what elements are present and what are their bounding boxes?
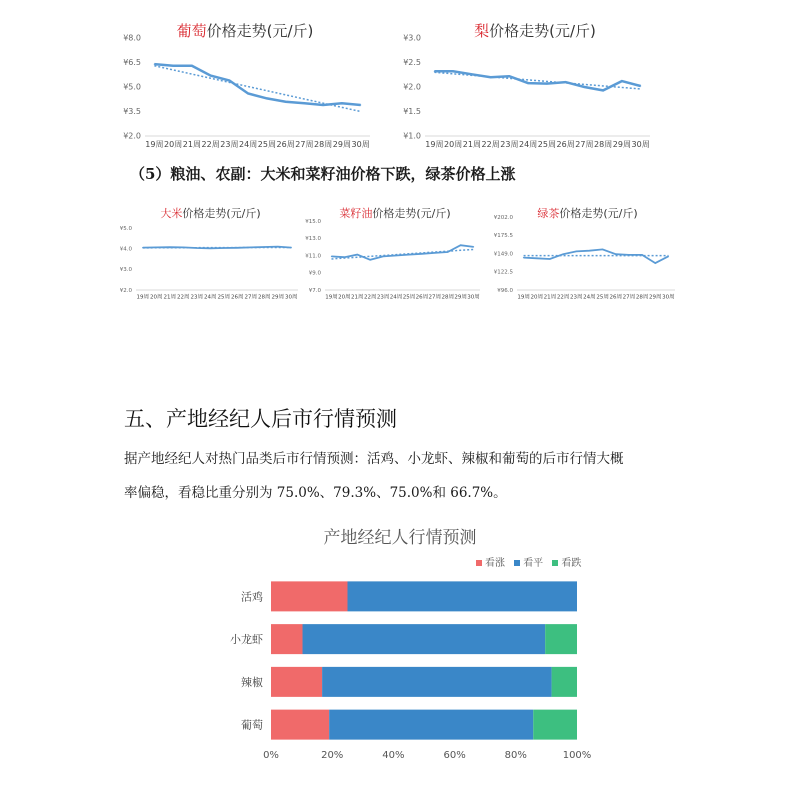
forecast-x-tick-label: 40%: [382, 750, 405, 761]
rice-data-point: [277, 246, 278, 247]
green-tea-x-tick-label: 25周: [596, 294, 609, 301]
green-tea-x-tick-label: 24周: [583, 294, 596, 301]
rapeseed-oil-data-point: [357, 254, 358, 255]
rice-title-highlight: 大米: [160, 207, 183, 220]
forecast-category-label: 辣椒: [241, 675, 263, 689]
rapeseed-oil-data-point: [421, 253, 422, 254]
pear-x-tick-label: 30周: [631, 140, 650, 149]
grape-x-tick-label: 22周: [201, 140, 220, 149]
rapeseed-oil-y-tick-label: ¥15.0: [305, 218, 321, 225]
rapeseed-oil-x-tick-label: 29周: [454, 294, 467, 301]
green-tea-y-tick-label: ¥149.0: [493, 251, 513, 258]
grape-data-point: [248, 93, 249, 94]
rice-x-tick-label: 22周: [177, 294, 190, 301]
rapeseed-oil-y-tick-label: ¥9.0: [308, 270, 321, 277]
rice-y-tick-label: ¥2.0: [119, 287, 132, 294]
pear-x-tick-label: 26周: [556, 140, 575, 149]
green-tea-y-tick-label: ¥202.0: [493, 214, 513, 221]
pear-y-tick-label: ¥1.5: [403, 107, 421, 117]
rice-data-point: [250, 247, 251, 248]
green-tea-title-rest: 价格走势(元/斤): [559, 207, 638, 220]
grape-y-tick-label: ¥6.5: [123, 58, 141, 68]
pear-data-point: [490, 77, 491, 78]
pear-x-tick-label: 25周: [537, 140, 556, 149]
green-tea-data-point: [523, 257, 524, 258]
rice-data-point: [210, 248, 211, 249]
grape-x-tick-label: 25周: [257, 140, 276, 149]
green-tea-x-tick-label: 28周: [635, 294, 649, 301]
green-tea-x-tick-label: 19周: [517, 294, 530, 301]
rapeseed-oil-x-tick-label: 20周: [338, 294, 351, 301]
grape-y-tick-label: ¥8.0: [123, 33, 141, 43]
pear-data-point: [546, 83, 547, 84]
legend-fall-label: 看跌: [561, 558, 582, 569]
grape-chart-title: [110, 20, 380, 41]
rapeseed-oil-x-tick-label: 26周: [415, 294, 429, 301]
rice-series-line: [143, 247, 291, 249]
green-tea-x-tick-label: 23周: [570, 294, 583, 301]
pear-y-tick-label: ¥3.0: [403, 33, 421, 43]
grape-x-tick-label: 26周: [276, 140, 295, 149]
green-tea-data-point: [615, 254, 616, 255]
green-tea-chart-title: [495, 205, 680, 221]
grape-x-tick-label: 29周: [332, 140, 351, 149]
rice-x-tick-label: 30周: [285, 294, 298, 301]
rapeseed-oil-data-point: [473, 246, 474, 247]
pear-x-tick-label: 20周: [444, 140, 463, 149]
pear-y-tick-label: ¥1.0: [403, 131, 421, 141]
rapeseed-oil-data-point: [434, 252, 435, 253]
green-tea-data-point: [589, 250, 590, 251]
grape-data-point: [191, 65, 192, 66]
rapeseed-oil-x-tick-label: 25周: [402, 294, 416, 301]
rice-x-tick-label: 24周: [204, 294, 217, 301]
legend-flat-swatch: [514, 560, 520, 566]
green-tea-x-tick-label: 20周: [530, 294, 543, 301]
rice-price-chart: [118, 205, 303, 310]
legend-fall-swatch: [552, 560, 558, 566]
pear-title-highlight: 梨: [474, 22, 490, 40]
rapeseed-oil-x-tick-label: 22周: [363, 294, 377, 301]
pear-data-point: [621, 81, 622, 82]
forecast-x-tick-label: 100%: [562, 750, 592, 761]
pear-data-point: [565, 82, 566, 83]
rice-x-tick-label: 19周: [136, 294, 149, 301]
pear-data-point: [640, 85, 641, 86]
pear-x-tick-label: 22周: [481, 140, 500, 149]
green-tea-x-tick-label: 22周: [556, 294, 570, 301]
green-tea-data-point: [562, 254, 563, 255]
grape-price-chart: [110, 18, 380, 158]
green-tea-x-tick-label: 29周: [649, 294, 662, 301]
grape-y-tick-label: ¥2.0: [123, 131, 141, 141]
legend-rise-swatch: [476, 560, 482, 566]
pear-price-chart: [400, 18, 670, 158]
pear-chart-title: [400, 20, 670, 41]
paragraph-line-1: 据产地经纪人对热门品类后市行情预测：活鸡、小龙虾、辣椒和葡萄的后市行情大概: [124, 451, 624, 467]
green-tea-data-point: [641, 254, 642, 255]
rapeseed-oil-y-tick-label: ¥7.0: [308, 287, 321, 294]
forecast-x-tick-label: 80%: [504, 750, 527, 761]
rice-data-point: [196, 247, 197, 248]
green-tea-x-tick-label: 21周: [543, 294, 557, 301]
rapeseed-oil-y-tick-label: ¥13.0: [305, 236, 321, 243]
grape-x-tick-label: 24周: [239, 140, 258, 149]
pear-data-point: [528, 82, 529, 83]
grape-y-tick-label: ¥5.0: [123, 82, 141, 92]
rapeseed-oil-x-tick-label: 30周: [467, 294, 480, 301]
rice-data-point: [223, 247, 224, 248]
pear-x-tick-label: 29周: [612, 140, 631, 149]
legend-rise-label: 看涨: [485, 558, 505, 569]
grape-x-tick-label: 21周: [182, 140, 201, 149]
rapeseed-oil-data-point: [408, 254, 409, 255]
grape-x-tick-label: 19周: [145, 140, 164, 149]
rice-chart-title: [118, 205, 303, 221]
rapeseed-oil-x-tick-label: 24周: [389, 294, 403, 301]
pear-data-point: [471, 74, 472, 75]
pear-data-point: [434, 71, 435, 72]
grape-data-point: [341, 103, 342, 104]
green-tea-price-chart: [495, 205, 680, 310]
grape-data-point: [229, 80, 230, 81]
grape-data-point: [360, 104, 361, 105]
rice-x-tick-label: 27周: [244, 294, 257, 301]
green-tea-x-tick-label: 30周: [662, 294, 675, 301]
rapeseed-oil-chart-title: [305, 205, 485, 221]
rapeseed-oil-x-tick-label: 21周: [351, 294, 364, 301]
grape-series-line: [154, 64, 360, 105]
rice-x-tick-label: 23周: [190, 294, 203, 301]
rapeseed-oil-data-point: [447, 251, 448, 252]
rapeseed-oil-title-rest: 价格走势(元/斤): [372, 207, 451, 220]
rice-data-point: [183, 247, 184, 248]
section-subheading: （5）粮油、农副：大米和菜籽油价格下跌，绿茶价格上涨: [130, 165, 516, 183]
rice-x-tick-label: 20周: [150, 294, 163, 301]
rice-y-tick-label: ¥3.0: [119, 267, 132, 274]
green-tea-data-point: [602, 249, 603, 250]
paragraph-line-2: 率偏稳，看稳比重分别为 75.0%、79.3%、75.0%和 66.7%。: [124, 485, 507, 501]
grape-data-point: [173, 65, 174, 66]
pear-series-line: [434, 71, 640, 90]
rice-x-tick-label: 21周: [163, 294, 176, 301]
green-tea-x-tick-label: 26周: [609, 294, 622, 301]
green-tea-y-tick-label: ¥175.5: [493, 233, 513, 240]
rapeseed-oil-y-tick-label: ¥11.0: [305, 253, 321, 260]
rice-x-tick-label: 29周: [271, 294, 284, 301]
pear-x-tick-label: 19周: [425, 140, 444, 149]
green-tea-x-tick-label: 27周: [622, 294, 636, 301]
forecast-x-tick-label: 60%: [443, 750, 466, 761]
green-tea-y-tick-label: ¥122.5: [493, 269, 513, 276]
rapeseed-oil-data-point: [331, 256, 332, 257]
rapeseed-oil-data-point: [460, 245, 461, 246]
rice-data-point: [291, 247, 292, 248]
pear-x-tick-label: 23周: [500, 140, 519, 149]
forecast-category-label: 葡萄: [241, 718, 263, 732]
pear-data-point: [603, 90, 604, 91]
rice-data-point: [156, 247, 157, 248]
rapeseed-oil-title-highlight: 菜籽油: [339, 207, 373, 220]
pear-data-point: [453, 71, 454, 72]
pear-data-point: [509, 76, 510, 77]
rapeseed-oil-x-tick-label: 19周: [325, 294, 338, 301]
rice-data-point: [264, 246, 265, 247]
grape-data-point: [285, 101, 286, 102]
grape-x-tick-label: 28周: [314, 140, 333, 149]
green-tea-data-point: [628, 254, 629, 255]
green-tea-data-point: [549, 258, 550, 259]
rice-y-tick-label: ¥5.0: [119, 225, 132, 232]
rice-x-tick-label: 28周: [258, 294, 271, 301]
rice-title-rest: 价格走势(元/斤): [182, 207, 261, 220]
grape-x-tick-label: 30周: [351, 140, 370, 149]
pear-title-rest: 价格走势(元/斤): [489, 22, 596, 40]
section-title: 五、产地经纪人后市行情预测: [124, 407, 397, 431]
pear-x-tick-label: 28周: [594, 140, 613, 149]
forecast-chart-title: 产地经纪人行情预测: [323, 528, 477, 548]
rice-y-tick-label: ¥4.0: [119, 246, 132, 253]
green-tea-title-highlight: 绿茶: [537, 207, 560, 220]
rapeseed-oil-data-point: [344, 257, 345, 258]
grape-data-point: [266, 98, 267, 99]
grape-data-point: [210, 75, 211, 76]
rice-data-point: [237, 247, 238, 248]
rapeseed-oil-data-point: [395, 255, 396, 256]
rapeseed-oil-data-point: [370, 259, 371, 260]
grape-data-point: [304, 103, 305, 104]
green-tea-y-tick-label: ¥96.0: [497, 287, 513, 294]
pear-data-point: [584, 86, 585, 87]
forecast-category-label: 小龙虾: [230, 633, 263, 647]
rice-x-tick-label: 26周: [231, 294, 244, 301]
green-tea-data-point: [536, 258, 537, 259]
legend-flat-label: 看平: [523, 558, 544, 569]
green-tea-data-point: [668, 256, 669, 257]
grape-x-tick-label: 20周: [164, 140, 183, 149]
pear-y-tick-label: ¥2.5: [403, 58, 421, 68]
green-tea-data-point: [576, 251, 577, 252]
forecast-x-tick-label: 0%: [263, 750, 279, 761]
rapeseed-oil-x-tick-label: 23周: [376, 294, 390, 301]
pear-x-tick-label: 21周: [462, 140, 481, 149]
grape-y-tick-label: ¥3.5: [123, 107, 141, 117]
grape-title-highlight: 葡萄: [176, 22, 207, 40]
rapeseed-oil-data-point: [383, 256, 384, 257]
pear-x-tick-label: 24周: [519, 140, 538, 149]
pear-y-tick-label: ¥2.0: [403, 82, 421, 92]
forecast-category-label: 活鸡: [241, 590, 263, 604]
rice-x-tick-label: 25周: [217, 294, 230, 301]
rice-data-point: [142, 247, 143, 248]
grape-data-point: [154, 64, 155, 65]
rapeseed-oil-price-chart: [305, 205, 485, 310]
grape-x-tick-label: 27周: [295, 140, 314, 149]
grape-title-rest: 价格走势(元/斤): [206, 22, 314, 40]
grape-data-point: [323, 104, 324, 105]
green-tea-data-point: [655, 263, 656, 264]
rice-data-point: [169, 247, 170, 248]
rapeseed-oil-x-tick-label: 27周: [428, 294, 442, 301]
forecast-legend: [470, 554, 581, 569]
grape-x-tick-label: 23周: [220, 140, 239, 149]
pear-x-tick-label: 27周: [575, 140, 594, 149]
rapeseed-oil-x-tick-label: 28周: [441, 294, 454, 301]
forecast-x-tick-label: 20%: [321, 750, 344, 761]
